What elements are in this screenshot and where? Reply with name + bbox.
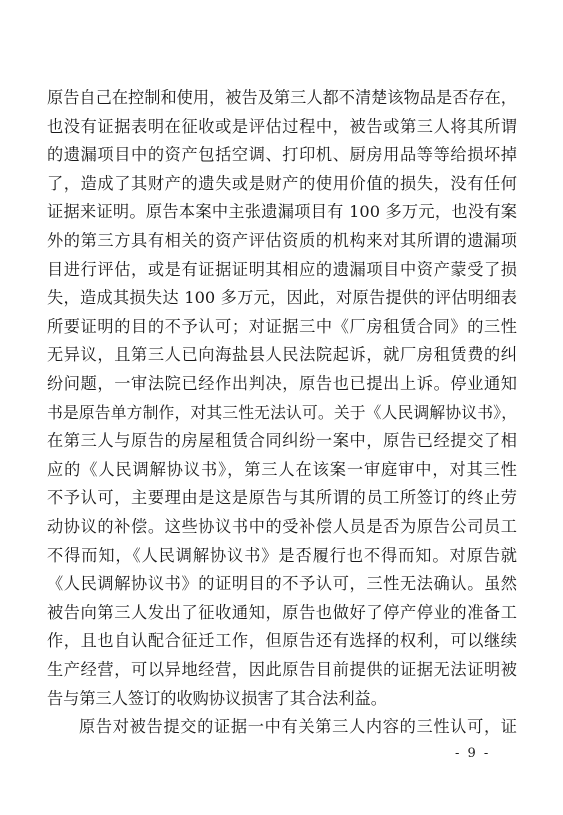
body-text-line: 不予认可，主要理由是这是原告与其所谓的员工所签订的终止劳 [47, 488, 517, 508]
body-text-line: 动协议的补偿。这些协议书中的受补偿人员是否为原告公司员工 [47, 517, 517, 536]
body-text-line: 告与第三人签订的收购协议损害了其合法利益。 [47, 688, 387, 708]
body-text-line: 也没有证据表明在征收或是评估过程中，被告或第三人将其所谓 [47, 116, 517, 136]
body-text-line: 生产经营，可以异地经营，因此原告目前提供的证据无法证明被 [47, 660, 517, 679]
page-number: - 9 - [455, 745, 491, 761]
body-text-line: 的遗漏项目中的资产包括空调、打印机、厨房用品等等给损坏掉 [47, 145, 517, 165]
body-text-line: 书是原告单方制作，对其三性无法认可。关于《人民调解协议书》， [47, 402, 517, 422]
body-text-line: 失，造成其损失达 100 多万元，因此，对原告提供的评估明细表 [47, 288, 517, 308]
body-text-line: 《人民调解协议书》的证明目的不予认可，三性无法确认。虽然 [47, 574, 517, 594]
body-text-line: 在第三人与原告的房屋租赁合同纠纷一案中，原告已经提交了相 [47, 431, 517, 451]
body-text-line: 不得而知，《人民调解协议书》是否履行也不得而知。对原告就 [47, 545, 517, 565]
body-text-line: 无异议，且第三人已向海盐县人民法院起诉，就厂房租赁费的纠 [47, 345, 517, 365]
paragraph-first-line: 原告对被告提交的证据一中有关第三人内容的三性认可，证 [79, 717, 517, 737]
body-text-line: 纷问题，一审法院已经作出判决，原告也已提出上诉。停业通知 [47, 374, 517, 393]
body-text-line: 证据来证明。原告本案中主张遗漏项目有 100 多万元，也没有案 [47, 202, 517, 222]
body-text-line: 原告自己在控制和使用，被告及第三人都不清楚该物品是否存在， [47, 88, 517, 107]
body-text-line: 外的第三方具有相关的资产评估资质的机构来对其所谓的遗漏项 [47, 231, 517, 250]
body-text-line: 了，造成了其财产的遗失或是财产的使用价值的损失，没有任何 [47, 173, 517, 193]
body-text-line: 被告向第三人发出了征收通知，原告也做好了停产停业的准备工 [47, 602, 517, 622]
body-text-line: 所要证明的目的不予认可；对证据三中《厂房租赁合同》的三性 [47, 316, 517, 336]
body-text-line: 应的《人民调解协议书》，第三人在该案一审庭审中，对其三性 [47, 459, 517, 479]
body-text-line: 目进行评估，或是有证据证明其相应的遗漏项目中资产蒙受了损 [47, 259, 517, 279]
body-text-line: 作，且也自认配合征迁工作，但原告还有选择的权利，可以继续 [47, 631, 517, 651]
